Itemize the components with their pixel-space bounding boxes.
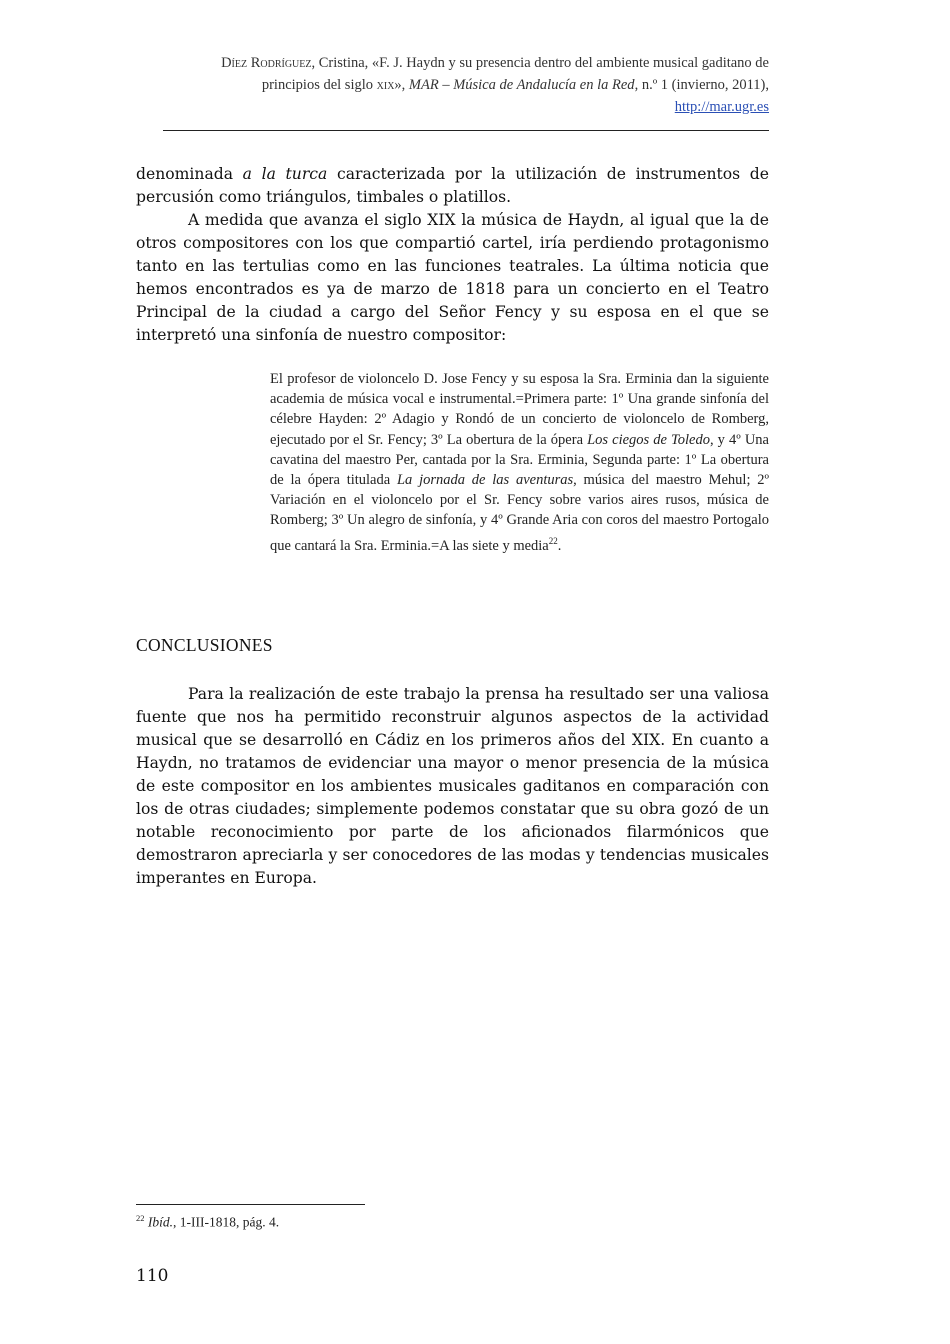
paragraph-3-text-a: Para la realización de este trabajo la prensa ha resultado ser una valiosa fuente que nos ha permitido reconstruir algunos aspectos de la actividad musical que se desarrolló en Cádiz en los primeros años del	[136, 685, 769, 749]
quote-text-d: .	[557, 537, 562, 554]
quote-text-c: , música del maestro Mehul; 2º Variación en el violoncelo por el Sr. Fency sobre varios aires rusos, música de Romberg; 3º Un alegro de sinfonía, y 4º Grande Aria con coros del maestro Portogalo que cantará la Sra. Erminia.=A las siete y media	[270, 472, 769, 554]
paragraph-2-text-b: la música de Haydn, al igual que la de otros compositores con los que compartió cartel, iría perdiendo protagonismo tanto en las tertulias como en las funciones teatrales. La última noticia que hemos encontrados es ya de marzo de 1818 para un concierto en el Teatro Principal de la ciudad a cargo del Señor Fency y su esposa en el que se interpretó una sinfonía de nuestro compositor:	[136, 211, 769, 344]
paragraph-1-italic: a la turca	[242, 165, 328, 183]
header-citation-close: »,	[394, 77, 409, 93]
quote-opera-title-2: La jornada de las aventuras	[396, 472, 574, 489]
paragraph-2-century: XIX	[427, 211, 456, 229]
header-journal: MAR – Música de Andalucía en la Red	[408, 77, 635, 93]
footnote-italic: Ibíd.	[147, 1214, 173, 1230]
paragraph-1-text-a: denominada	[136, 165, 243, 183]
paragraph-1-text-b: caracterizada por la utilización de instrumentos de percusión como triángulos, timbales o platillos.	[136, 165, 769, 206]
journal-url-link[interactable]: http://mar.ugr.es	[674, 99, 769, 115]
paragraph-2-text-a: A medida que avanza el siglo	[188, 211, 428, 229]
header-author: Díez Rodríguez	[221, 55, 312, 71]
header-line-1	[136, 52, 769, 74]
page-number: 110	[136, 1266, 169, 1286]
header-line-2	[136, 74, 769, 96]
header-century: xix	[376, 77, 395, 93]
paragraph-1	[136, 163, 769, 209]
quote-text-b: , y 4º Una cavatina del maestro Per, cantada por la Sra. Erminia, Segunda parte: 1º La obertura de la ópera titulada	[270, 431, 769, 489]
header-citation-start: , Cristina, «F. J. Haydn y su presencia dentro del ambiente musical gaditano de	[311, 55, 769, 71]
header-divider	[163, 130, 769, 131]
quote-text-a: El profesor de violoncelo D. Jose Fency y su esposa la Sra. Erminia dan la siguiente academia de música vocal e instrumental.=Primera parte: 1º Una grande sinfonía del célebre Hayden: 2º Adagio y Rondó de un concierto de violoncelo de Romberg, ejecutado por el Sr. Fency; 3º La obertura de la ópera	[270, 371, 769, 448]
section-heading: CONCLUSIONES	[136, 635, 273, 655]
header-citation-mid: principios del siglo	[261, 77, 377, 93]
paragraph-3-text-b: . En cuanto a Haydn, no tratamos de evidenciar una mayor o menor presencia de la música de este compositor en los ambientes musicales gaditanos en comparación con los de otras ciudades; simplemente podemos constatar que su obra gozó de un notable reconocimiento por parte de los aficionados filarmónicos que demostraron apreciarla y ser conocedores de las modas y tendencias musicales imperantes en Europa.	[136, 731, 769, 887]
footnote-number: 22	[136, 1213, 145, 1223]
quote-opera-title-1: Los ciegos de Toledo	[587, 431, 710, 448]
footnote-reference[interactable]: 22	[548, 535, 558, 546]
header-line-3	[136, 96, 769, 118]
block-quote	[270, 369, 769, 556]
footnote-divider	[136, 1204, 365, 1205]
header-issue: , n.º 1 (invierno, 2011),	[634, 77, 769, 93]
running-header	[136, 52, 769, 118]
footnote-text: , 1-III-1818, pág. 4.	[173, 1214, 280, 1230]
paragraph-3-century: XIX	[631, 731, 661, 749]
footnote	[136, 1213, 279, 1231]
paragraph-3	[136, 683, 769, 890]
paragraph-2	[136, 209, 769, 347]
